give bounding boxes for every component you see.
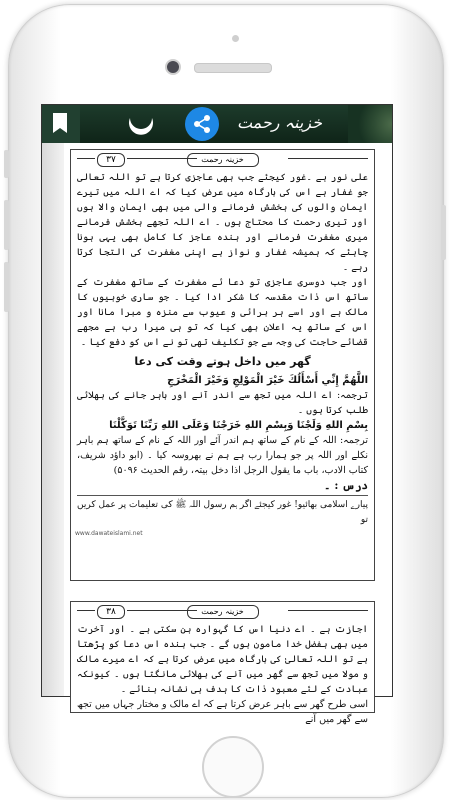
app-screen xyxy=(41,104,393,725)
earpiece-speaker xyxy=(194,63,272,73)
home-button[interactable] xyxy=(202,736,264,798)
power-button xyxy=(441,205,446,260)
night-mode-button[interactable] xyxy=(124,109,158,139)
dua-translation: ترجمہ: اللہ کے نام کے ساتھ ہم اندر آئے اور اللہ کے نام کے ساتھ ہم باہر نکلے اور اللہ پر جو ہمارا رب ہے ہم نے بھروسہ کیا ۔ (ابو داؤد شریف، کتاب الادب، باب ما یقول الرجل اذا دخل بیتہ، رقم الحدیث ۵۰۹۶) xyxy=(77,435,368,476)
page-number: ۳۷ xyxy=(97,153,125,167)
page-header xyxy=(71,602,374,620)
paragraph: علی نور ہے ۔غور کیجئے جب بھی عاجزی کرتا ہے تو اللہ تعالی جو غفار ہے اس کی بارگاہ میں عرض کیا کہ اے اللہ میں تیرے ایمان والوں کی بخشش فرمانے والی میں بھی ایمان والا ہوں اور تیری رحمت کا محتاج ہوں ۔ اے اللہ تجھے بخشش فرمانے میری مغفرت فرمانے اور بندہ عاجز کا کامل بھی یہی ہونا چاہئے کہ ہمیشہ غفار و نواز ہے اپنی مغفرت کی التجا کرتا رہے ۔ xyxy=(77,172,368,273)
volume-up-button xyxy=(4,200,9,250)
dua-arabic: اللَّهُمَّ إِنِّي أَسْأَلُكَ خَيْرَ الْمَوْلِجِ وَخَيْرَ الْمَخْرَجِ xyxy=(167,375,368,386)
app-title: خزینہ رحمت xyxy=(236,113,322,132)
front-camera xyxy=(165,59,181,75)
mute-switch xyxy=(4,150,9,178)
paragraph: اسی طرح گھر سے باہر عرض کرتا ہے کہ اے مالک و مختار جہاں میں تجھ سے گھر میں آنے xyxy=(77,699,368,725)
share-button[interactable] xyxy=(185,107,219,141)
paragraph: اور جب دوسری عاجزی تو دعا ئے مغفرت کے ساتھ مغفرت کے ساتھ اس ذات مقدسہ کا شکر ادا کیا ۔ جو ساری خوبیوں کا مالک ہے اور اسے ہر برائی و عیوب سے منزہ و مبرا مانا اور اس کے ساتھ یہ اعلان بھی کیا کہ تو ہی میرا رب ہے مجھے قضائے حاجت کی وجہ سے جو تکلیف تھی تو نے اس کو دفع کیا ۔ xyxy=(77,277,368,348)
site-url: www.dawateislami.net xyxy=(75,530,143,537)
volume-down-button xyxy=(4,262,9,312)
page-header-title: خزینہ رحمت xyxy=(187,605,259,619)
bookmark-button[interactable] xyxy=(42,105,80,143)
moon-icon xyxy=(124,109,158,139)
book-page xyxy=(70,149,375,581)
share-icon xyxy=(192,114,212,134)
section-heading: گھر میں داخل ہوتے وقت کی دعا xyxy=(134,355,311,368)
page-shadow xyxy=(42,143,64,696)
header-flourish xyxy=(77,610,95,611)
dua-arabic: بِسْمِ اللهِ وَلَجْنَا وَبِسْمِ اللهِ خَرَجْنَا وَعَلَى اللهِ رَبِّنَا تَوَكَّلْنَا xyxy=(109,420,368,431)
page-body xyxy=(71,620,374,729)
header-flourish xyxy=(288,610,368,611)
header-flourish xyxy=(77,158,95,159)
page-header-title: خزینہ رحمت xyxy=(187,153,259,167)
bookmark-icon xyxy=(53,113,67,133)
book-page xyxy=(70,601,375,725)
page-footer-text: پیارے اسلامی بھائیو! غور کیجئے اگر ہم رسول اللہ ﷺ کی تعلیمات پر عمل کریں تو xyxy=(77,495,368,528)
page-body xyxy=(71,168,374,530)
dua-translation: ترجمہ: اے اللہ میں تجھ سے اندر آنے اور باہر جانے کی بھلائی طلب کرتا ہوں ۔ xyxy=(77,390,368,416)
app-bar xyxy=(42,105,392,143)
header-ornament xyxy=(348,105,392,143)
header-flourish xyxy=(288,158,368,159)
proximity-sensor xyxy=(232,35,239,42)
paragraph: اجازت ہے ۔ اے دنیا اس کا گہوارہ بن سکتی ہے ۔ اور آخرت میں بھی بفضل خدا مامون ہوں گے ۔ جب بندہ اس دعا کو پڑھتا ہے تو اللہ تعالیٰ کی بارگاہ میں عرض کرتا ہے کہ اے میرے مالک و مولا میں تجھ سے گھر میں آنے کی بھلائی مانگتا ہوں ۔ کیونکہ عبادت کے لئے معبود ذات کا ہدف ہی نشانہ بنائے ۔ xyxy=(77,624,368,695)
page-header xyxy=(71,150,374,168)
book-viewer[interactable] xyxy=(42,143,392,725)
dars-label: درس : ۔ xyxy=(324,479,368,492)
page-number: ۳۸ xyxy=(97,605,125,619)
